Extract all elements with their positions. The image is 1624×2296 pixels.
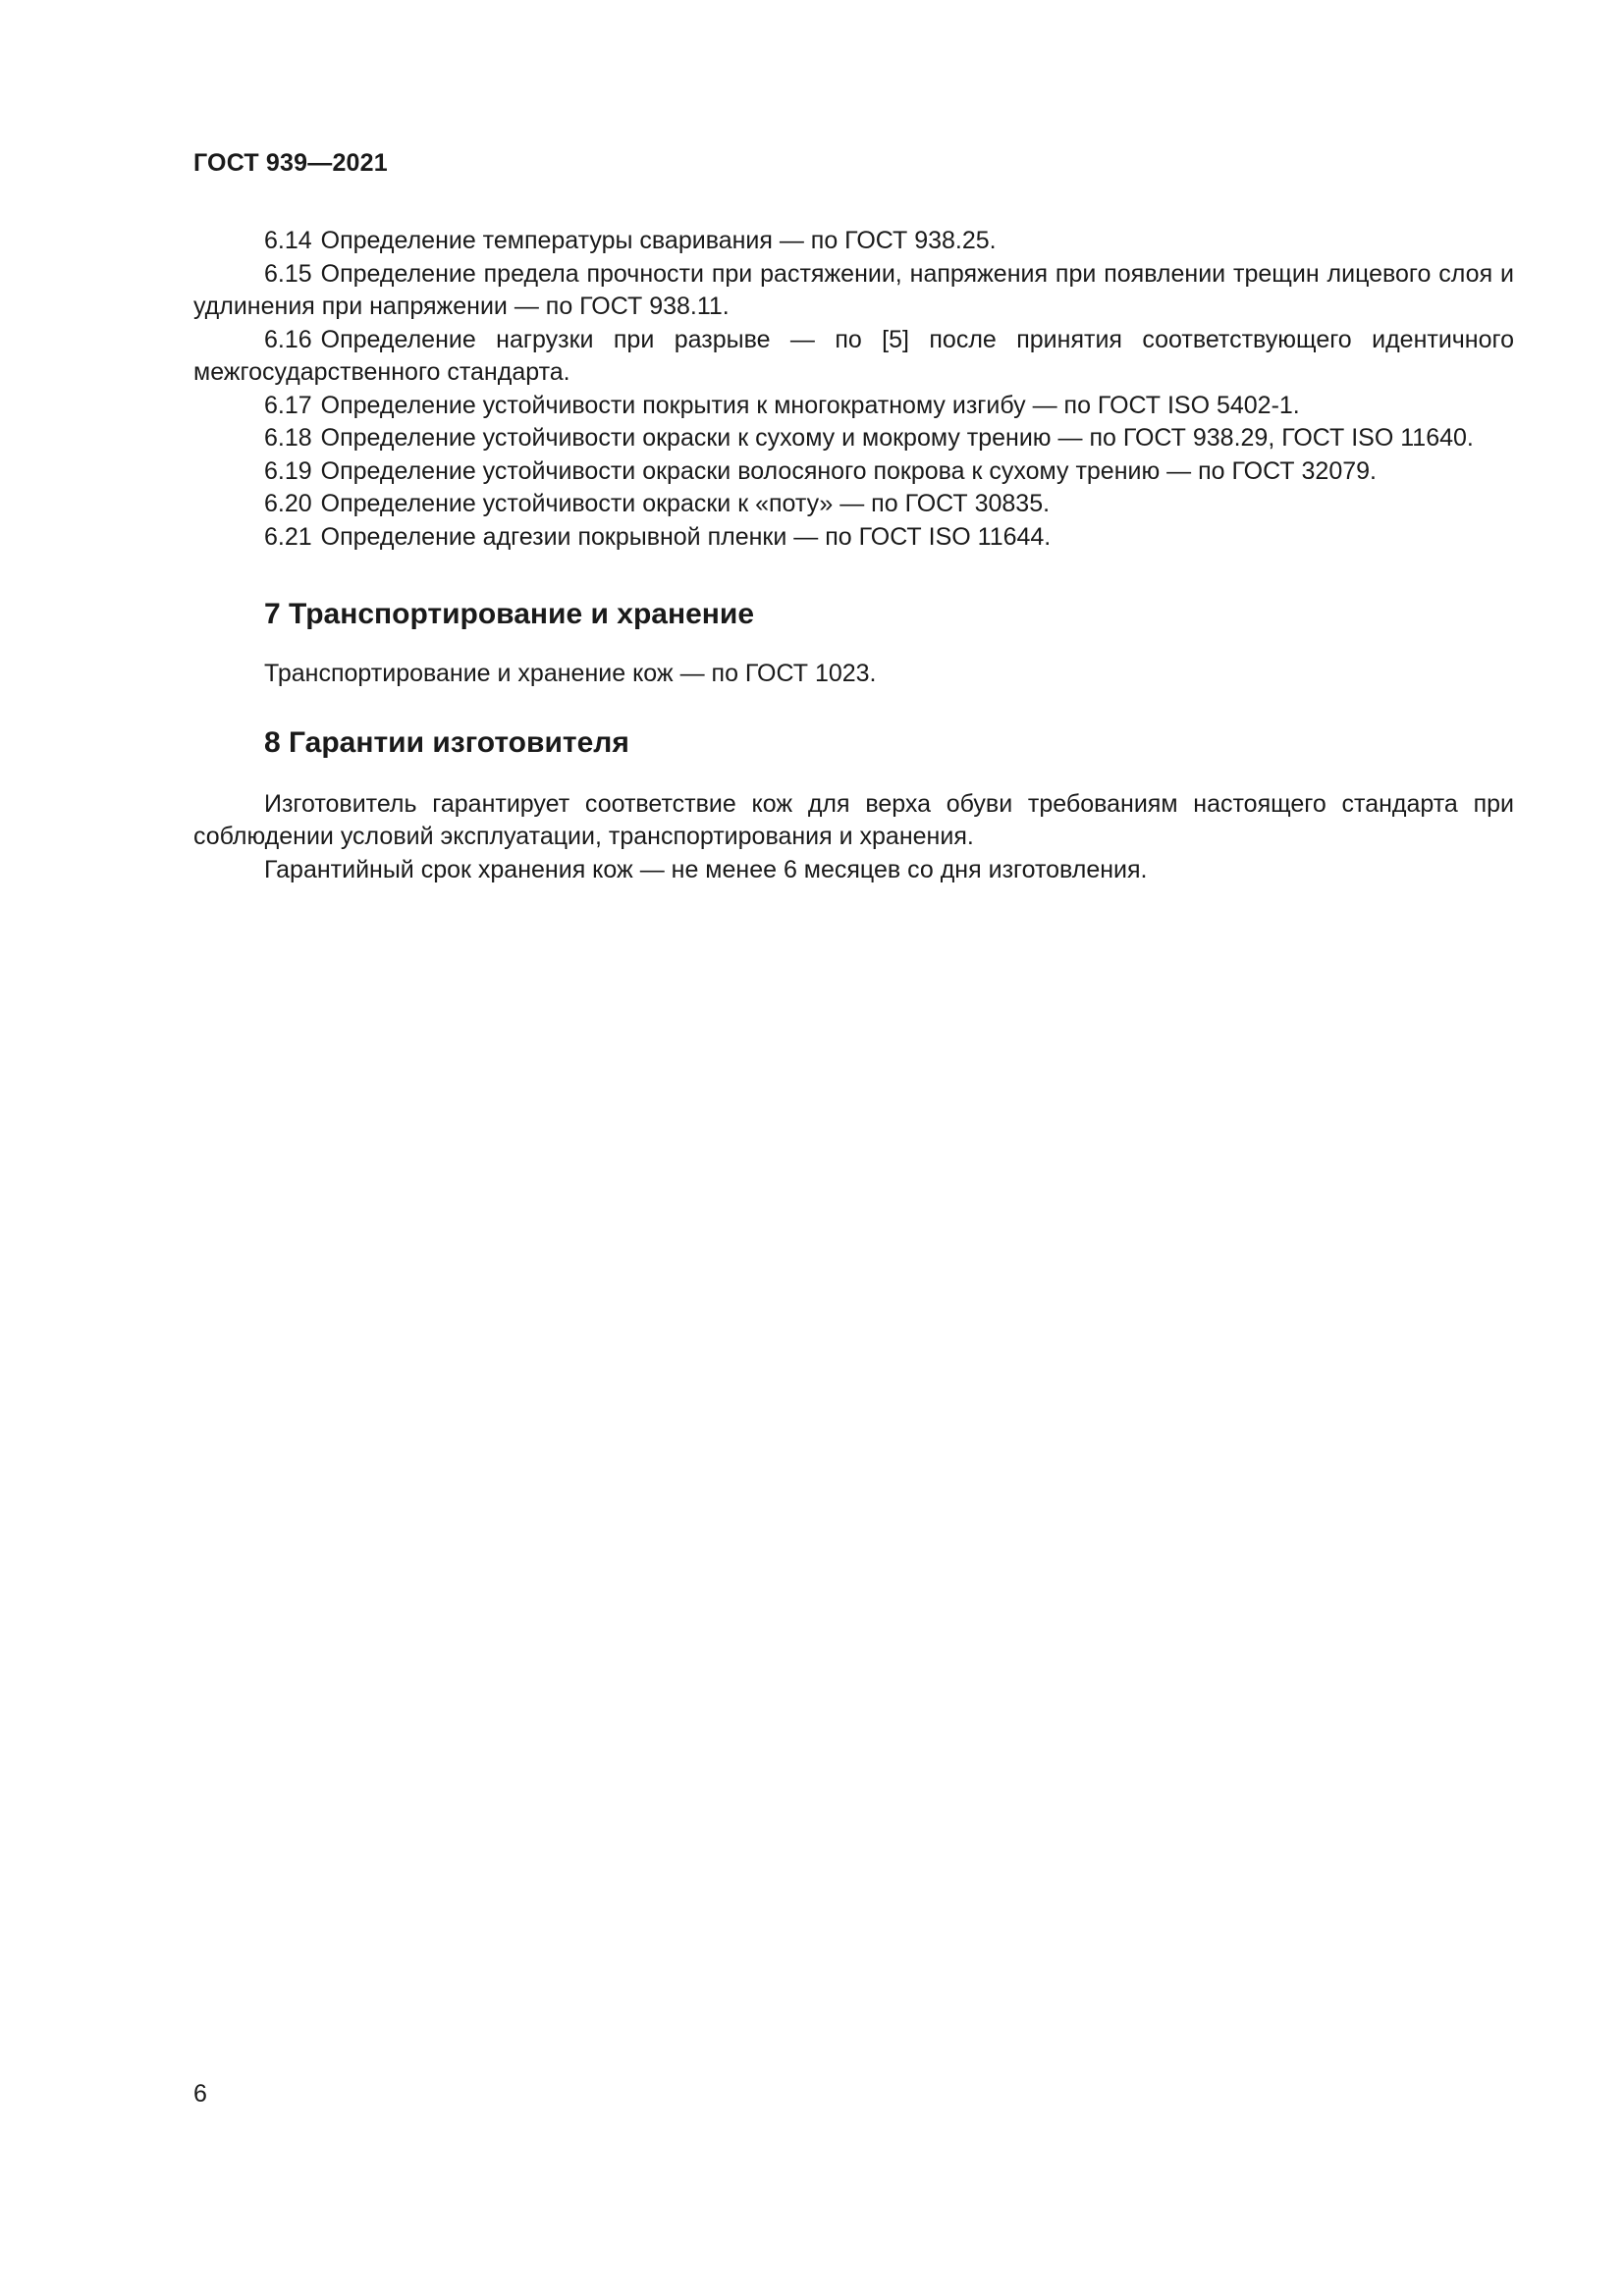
section-8-heading: 8 Гарантии изготовителя: [264, 725, 629, 759]
running-header-doc-code: ГОСТ 939—2021: [193, 149, 388, 177]
section-7-paragraph: Транспортирование и хранение кож — по ГОСТ 1023.: [264, 660, 877, 687]
clause-6-16: [193, 324, 1514, 390]
clause-text: Определение устойчивости окраски волосяного покрова к сухому трению — по ГОСТ 32079.: [320, 456, 1377, 485]
clause-number: 6.17: [264, 391, 312, 419]
clause-text: Определение предела прочности при растяжении, напряжения при появлении трещин лицевого слоя и удлинения при напряжении — по ГОСТ 938.11.: [193, 259, 1514, 320]
clause-text: Определение устойчивости окраски к сухому и мокрому трению — по ГОСТ 938.29, ГОСТ ISO 11640.: [320, 424, 1474, 452]
clause-6-17: [193, 390, 1514, 423]
clause-6-19: [193, 455, 1514, 489]
clause-text: Определение адгезии покрывной пленки — по ГОСТ ISO 11644.: [320, 522, 1052, 551]
section-8-paragraph-1: Изготовитель гарантирует соответствие кож для верха обуви требованиям настоящего стандарта при соблюдении условий эксплуатации, транспортирования и хранения.: [193, 789, 1514, 850]
clause-number: 6.21: [264, 522, 312, 551]
section-7-heading: 7 Транспортирование и хранение: [264, 598, 755, 630]
clause-text: Определение устойчивости покрытия к многократному изгибу — по ГОСТ ISO 5402-1.: [320, 391, 1300, 419]
clause-6-20: [193, 488, 1514, 521]
clause-number: 6.18: [264, 424, 312, 452]
clause-number: 6.19: [264, 456, 312, 485]
clause-6-15: [193, 258, 1514, 324]
clause-text: Определение температуры сваривания — по ГОСТ 938.25.: [320, 227, 997, 254]
page-number: 6: [193, 2080, 207, 2108]
clause-text: Определение нагрузки при разрыве — по [5] после принятия соответствующего идентичного межгосударственного стандарта.: [193, 325, 1514, 386]
clause-number: 6.14: [264, 227, 312, 254]
clause-number: 6.16: [264, 325, 312, 353]
clause-6-14: [193, 225, 1514, 258]
section-8-paragraph-2: Гарантийный срок хранения кож — не менее 6 месяцев со дня изготовления.: [264, 855, 1148, 883]
clause-number: 6.15: [264, 259, 312, 288]
clause-number: 6.20: [264, 490, 312, 517]
clause-text: Определение устойчивости окраски к «поту» — по ГОСТ 30835.: [320, 490, 1051, 517]
clause-6-18: [193, 422, 1514, 455]
page-content: [193, 225, 1514, 886]
clause-6-21: [193, 521, 1514, 555]
